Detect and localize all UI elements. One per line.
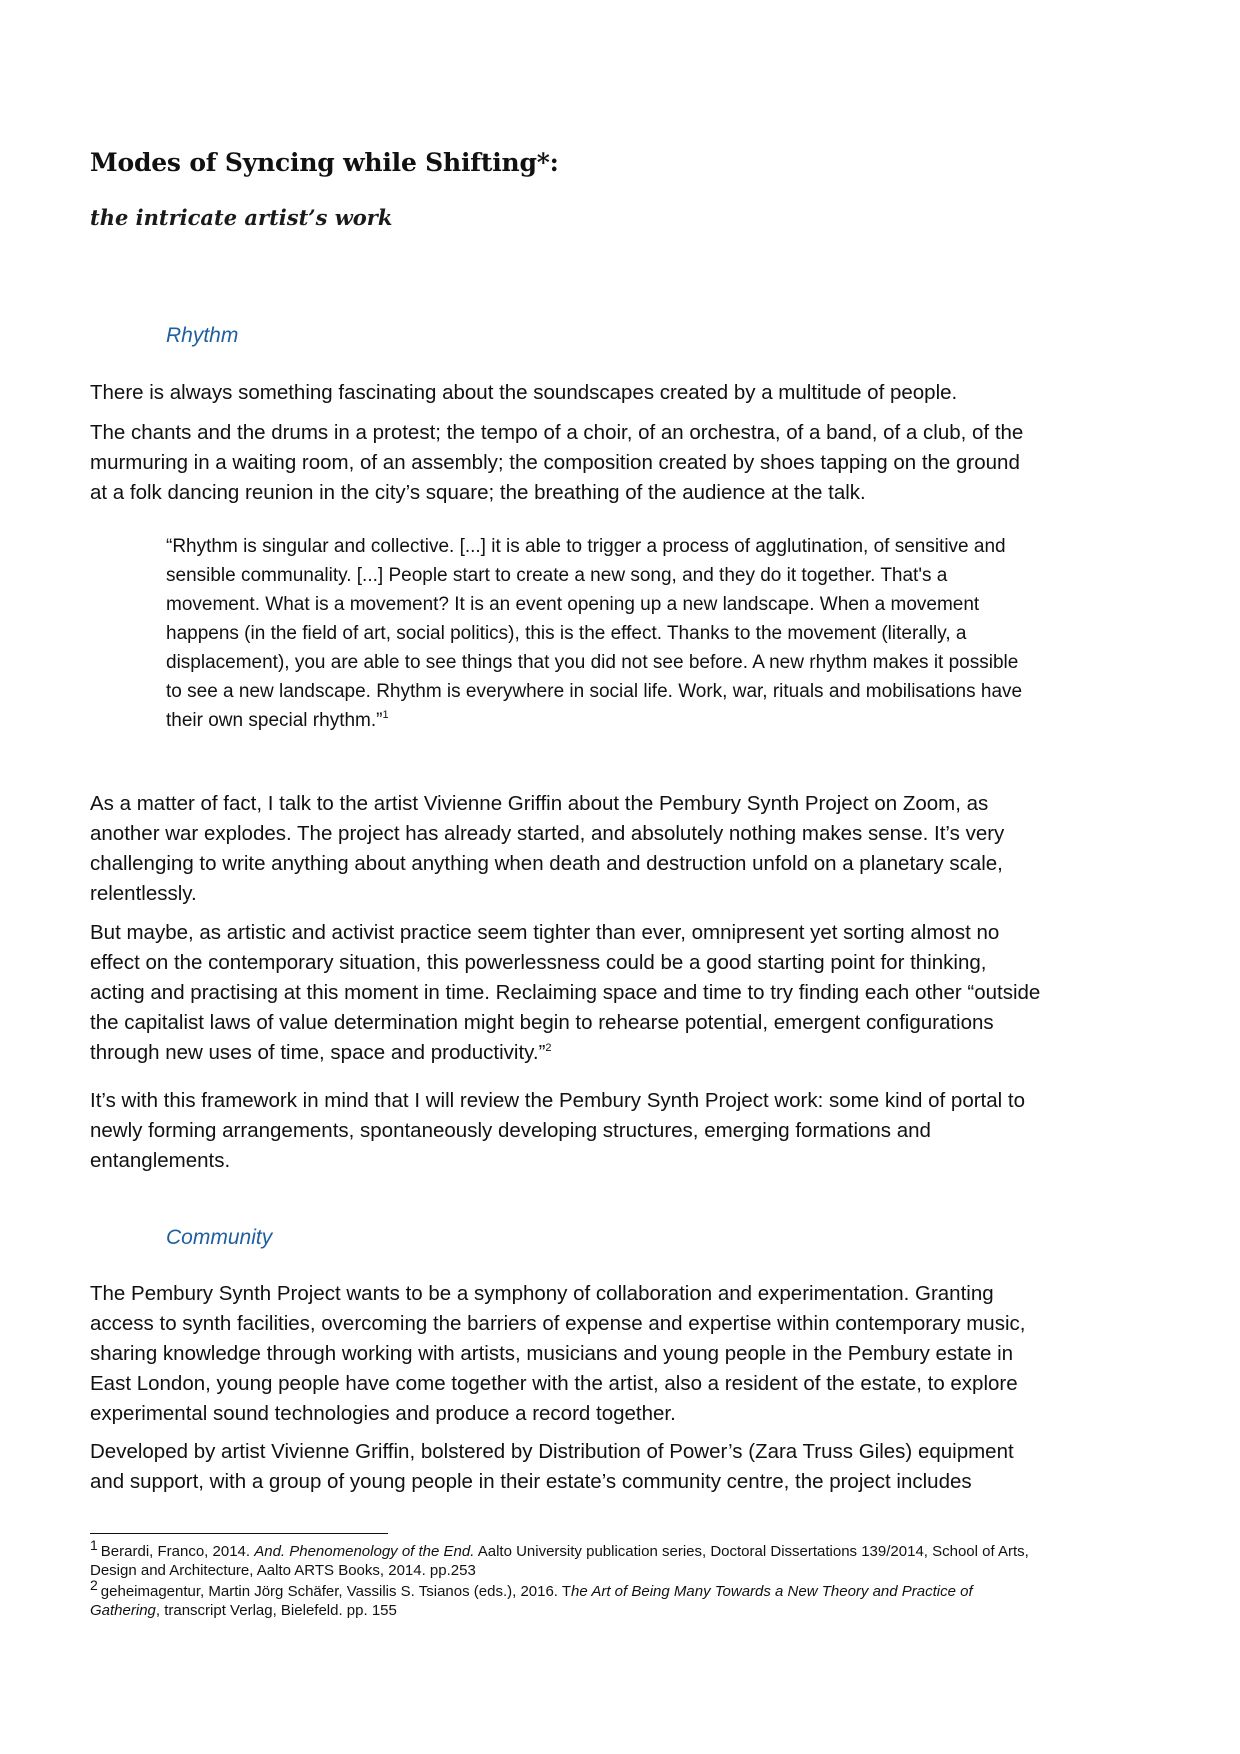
quote-line: happens (in the field of art, social politics), this is the effect. Thanks to the movement (literally, a <box>166 623 967 644</box>
text-line-last <box>90 1038 1160 1068</box>
text-line: The chants and the drums in a protest; the tempo of a choir, of an orchestra, of a band, of a club, of the <box>90 421 1024 444</box>
footnote-ref-2[interactable]: 2 <box>545 1042 552 1054</box>
page-subtitle: the intricate artist’s work <box>90 205 393 230</box>
footnote-number: 1 <box>90 1537 98 1553</box>
footnote-title: And. Phenomenology of the End. <box>254 1543 475 1560</box>
footnote-line <box>90 1601 1160 1620</box>
footnote-line: Design and Architecture, Aalto ARTS Books, 2014. pp.253 <box>90 1562 476 1579</box>
footnote-ref-1[interactable]: 1 <box>382 709 389 721</box>
footnote-text: , transcript Verlag, Bielefeld. pp. 155 <box>155 1602 397 1619</box>
text-line: East London, young people have come together with the artist, also a resident of the estate, to explore <box>90 1372 1018 1395</box>
footnote-title: Gathering <box>90 1602 156 1619</box>
footnote-line <box>90 1537 1160 1561</box>
quote-text: their own special rhythm.” <box>166 710 383 731</box>
page-title: Modes of Syncing while Shifting*: <box>90 148 559 177</box>
section-heading-community: Community <box>166 1226 273 1249</box>
footnote-1 <box>90 1537 1160 1580</box>
paragraph-symphony <box>90 1279 1160 1429</box>
footnote-separator <box>90 1533 388 1534</box>
quote-line-last <box>166 706 1166 735</box>
text-line: As a matter of fact, I talk to the artist Vivienne Griffin about the Pembury Synth Project on Zoom, as <box>90 792 989 815</box>
text: through new uses of time, space and productivity.” <box>90 1041 546 1064</box>
text-line: acting and practising at this moment in time. Reclaiming space and time to try finding each other “outside <box>90 981 1041 1004</box>
text-line: It’s with this framework in mind that I will review the Pembury Synth Project work: some kind of portal to <box>90 1089 1026 1112</box>
section-heading-rhythm: Rhythm <box>166 324 239 347</box>
quote-line: to see a new landscape. Rhythm is everywhere in social life. Work, war, rituals and mobilisations have <box>166 681 1023 702</box>
paragraph-powerlessness <box>90 918 1160 1068</box>
footnote-text: Aalto University publication series, Doctoral Dissertations 139/2014, School of Arts, <box>474 1543 1029 1560</box>
paragraph-framework <box>90 1086 1160 1176</box>
text-line: murmuring in a waiting room, of an assembly; the composition created by shoes tapping on the ground <box>90 451 1020 474</box>
text-line: experimental sound technologies and produce a record together. <box>90 1402 676 1425</box>
text-line: The Pembury Synth Project wants to be a symphony of collaboration and experimentation. Granting <box>90 1282 994 1305</box>
text-line: another war explodes. The project has already started, and absolutely nothing makes sense. It’s very <box>90 822 1005 845</box>
text-line: relentlessly. <box>90 882 197 905</box>
text-line: challenging to write anything about anything when death and destruction unfold on a planetary scale, <box>90 852 1003 875</box>
footnote-2 <box>90 1577 1160 1620</box>
quote-line: “Rhythm is singular and collective. [...] it is able to trigger a process of agglutination, of sensitive and <box>166 536 1006 557</box>
text-line: newly forming arrangements, spontaneously developing structures, emerging formations and <box>90 1119 931 1142</box>
text-line: effect on the contemporary situation, this powerlessness could be a good starting point for thinking, <box>90 951 987 974</box>
quote-line: movement. What is a movement? It is an event opening up a new landscape. When a movement <box>166 594 980 615</box>
text-line: entanglements. <box>90 1149 231 1172</box>
footnote-text: geheimagentur, Martin Jörg Schäfer, Vassilis S. Tsianos (eds.), 2016. T <box>100 1583 572 1600</box>
text-line: There is always something fascinating about the soundscapes created by a multitude of people. <box>90 381 958 404</box>
text-line: sharing knowledge through working with artists, musicians and young people in the Pembury estate in <box>90 1342 1014 1365</box>
quote-line: sensible communality. [...] People start to create a new song, and they do it together. That's a <box>166 565 948 586</box>
footnote-title: he Art of Being Many Towards a New Theory and Practice of <box>571 1583 973 1600</box>
text-line: and support, with a group of young people in their estate’s community centre, the project includes <box>90 1470 972 1493</box>
footnote-line <box>90 1577 1160 1601</box>
paragraph-zoom-conversation <box>90 789 1160 909</box>
footnote-text: Berardi, Franco, 2014. <box>100 1543 255 1560</box>
text-line: at a folk dancing reunion in the city’s square; the breathing of the audience at the talk. <box>90 481 866 504</box>
text-line: the capitalist laws of value determination might begin to rehearse potential, emergent configurations <box>90 1011 994 1034</box>
paragraph-developed-by <box>90 1437 1160 1497</box>
blockquote-berardi <box>166 532 1166 735</box>
quote-line: displacement), you are able to see things that you did not see before. A new rhythm makes it possible <box>166 652 1019 673</box>
footnote-number: 2 <box>90 1577 98 1593</box>
paragraph-soundscapes <box>90 418 1160 508</box>
paragraph-intro <box>90 378 1160 408</box>
text-line: But maybe, as artistic and activist practice seem tighter than ever, omnipresent yet sorting almost no <box>90 921 1000 944</box>
text-line: Developed by artist Vivienne Griffin, bolstered by Distribution of Power’s (Zara Truss Giles) equipment <box>90 1440 1014 1463</box>
text-line: access to synth facilities, overcoming the barriers of expense and expertise within contemporary music, <box>90 1312 1026 1335</box>
